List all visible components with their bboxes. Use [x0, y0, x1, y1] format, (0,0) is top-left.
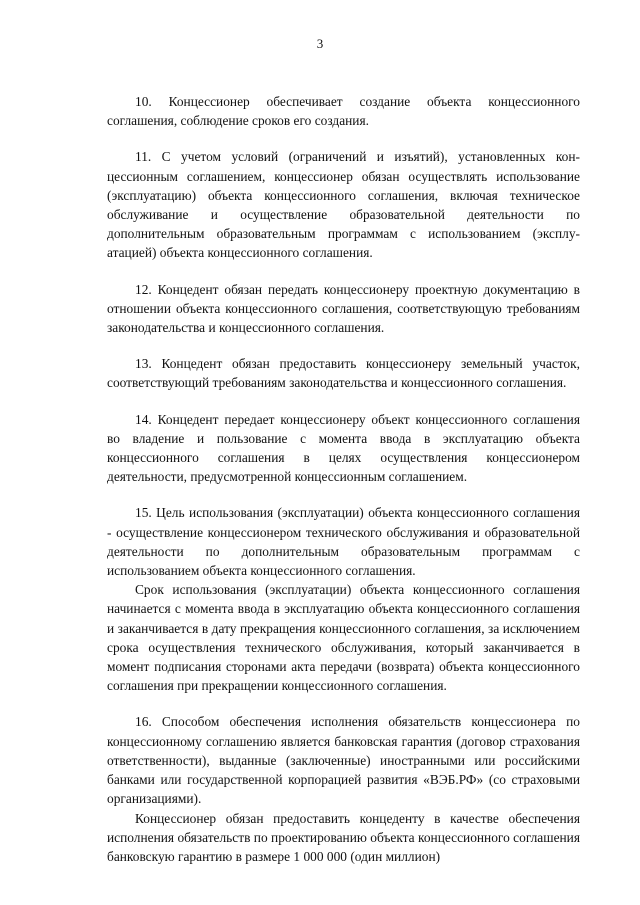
paragraph-12: 12. Концедент обязан передать концессионеру проектную документацию в отношении объекта концессионного соглашения, соответствующую требованиям законодательства и концессионного соглашения. — [107, 281, 580, 336]
paragraph-13: 13. Концедент обязан предоставить концессионеру земельный участок, соответствующий требованиям законодательства и концессионного соглашения. — [107, 356, 580, 391]
paragraph-11: 11. С учетом условий (ограничений и изъятий), установленных концессионным соглашением, концессионер обязан осуществлять использование (эксплуатацию) объекта концессионного соглашения, включая техническое обслуживание и осуществление образовательной деятельности по дополнительным образовательным программам с использованием (эксплуатацией) объекта концессионного соглашения. — [107, 149, 580, 261]
paragraph-15-term: Срок использования (эксплуатации) объекта концессионного соглашения начинается с момента ввода в эксплуатацию объекта концессионного соглашения и заканчивается в дату прекращения концессионного соглашения, за исключением срока осуществления технического обслуживания, который заканчивается в момент подписания сторонами акта передачи (возврата) объекта концессионного соглашения при прекращении концессионного соглашения. — [107, 582, 580, 694]
document-body — [107, 92, 580, 866]
paragraph-16: 16. Способом обеспечения исполнения обязательств концессионера по концессионному соглашению является банковская гарантия (договор страхования ответственности), выданные (заключенные) иностранными или российскими банками или государственной корпорацией развития «ВЭБ.РФ» (со страховыми организациями). — [107, 714, 580, 807]
page-number: 3 — [316, 36, 324, 51]
paragraph-10: 10. Концессионер обеспечивает создание объекта концессионного соглашения, соблюдение сроков его создания. — [107, 94, 580, 129]
paragraph-16-guarantee: Концессионер обязан предоставить концеденту в качестве обеспечения исполнения обязательств по проектированию объекта концессионного соглашения банковскую гарантию в размере 1 000 000 (один миллион) — [107, 810, 580, 864]
paragraph-14: 14. Концедент передает концессионеру объект концессионного соглашения во владение и пользование с момента ввода в эксплуатацию объекта концессионного соглашения в целях осуществления концессионером деятельности, предусмотренной концессионным соглашением. — [107, 411, 580, 485]
paragraph-15: 15. Цель использования (эксплуатации) объекта концессионного соглашения - осуществление концессионером технического обслуживания и образовательной деятельности по дополнительным образовательным программам с использованием объекта концессионного соглашения. — [107, 505, 580, 579]
